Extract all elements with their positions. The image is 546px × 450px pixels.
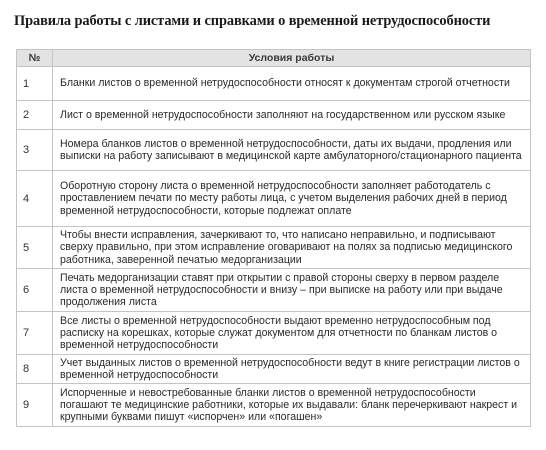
row-number: 1 xyxy=(17,67,53,101)
row-condition: Чтобы внести исправления, зачеркивают то, что написано неправильно, и подписывают сверху правильно, при этом исправление оговаривают на полях за подписью медицинского работника, заверенной печатью медорганизации xyxy=(53,227,531,269)
row-condition: Лист о временной нетрудоспособности заполняют на государственном или русском языке xyxy=(53,101,531,130)
table-row xyxy=(17,227,531,269)
conditions-table xyxy=(16,49,531,427)
row-number: 3 xyxy=(17,130,53,171)
document-title: Правила работы с листами и справками о временной нетрудоспособности xyxy=(14,13,491,29)
row-condition: Номера бланков листов о временной нетрудоспособности, даты их выдачи, продления или выписки на работу записывают в медицинской карте амбулаторного/стационарного пациента xyxy=(53,130,531,171)
row-number: 2 xyxy=(17,101,53,130)
table-header-row xyxy=(17,50,531,67)
row-condition: Оборотную сторону листа о временной нетрудоспособности заполняет работодатель с проставлением печати по месту работы лица, с учетом выделения рабочих дней в период временной нетрудоспособности, которые подлежат оплате xyxy=(53,171,531,227)
row-condition: Испорченные и невостребованные бланки листов о временной нетрудоспособности погашают те медицинские работники, которые их выдавали: бланк перечеркивают накрест и крупными буквами пишут «испорчен» или «погашен» xyxy=(53,384,531,427)
table-row xyxy=(17,171,531,227)
row-condition: Все листы о временной нетрудоспособности выдают временно нетрудоспособным под расписку на корешках, которые служат документом для отчетности по бланкам листов о временной нетрудоспособности xyxy=(53,312,531,355)
table-row xyxy=(17,269,531,312)
row-number: 9 xyxy=(17,384,53,427)
table-row xyxy=(17,67,531,101)
table-row xyxy=(17,101,531,130)
table-row xyxy=(17,384,531,427)
row-condition: Учет выданных листов о временной нетрудоспособности ведут в книге регистрации листов о временной нетрудоспособности xyxy=(53,355,531,384)
row-condition: Печать медорганизации ставят при открытии с правой стороны сверху в первом разделе листа о временной нетрудоспособности и внизу – при выписке на работу или при выдаче продолжения листа xyxy=(53,269,531,312)
table-row xyxy=(17,130,531,171)
row-number: 7 xyxy=(17,312,53,355)
table-row xyxy=(17,355,531,384)
row-number: 8 xyxy=(17,355,53,384)
header-conditions: Условия работы xyxy=(53,50,531,67)
row-number: 4 xyxy=(17,171,53,227)
row-number: 5 xyxy=(17,227,53,269)
header-num: № xyxy=(17,50,53,67)
table-row xyxy=(17,312,531,355)
row-condition: Бланки листов о временной нетрудоспособности относят к документам строгой отчетности xyxy=(53,67,531,101)
row-number: 6 xyxy=(17,269,53,312)
